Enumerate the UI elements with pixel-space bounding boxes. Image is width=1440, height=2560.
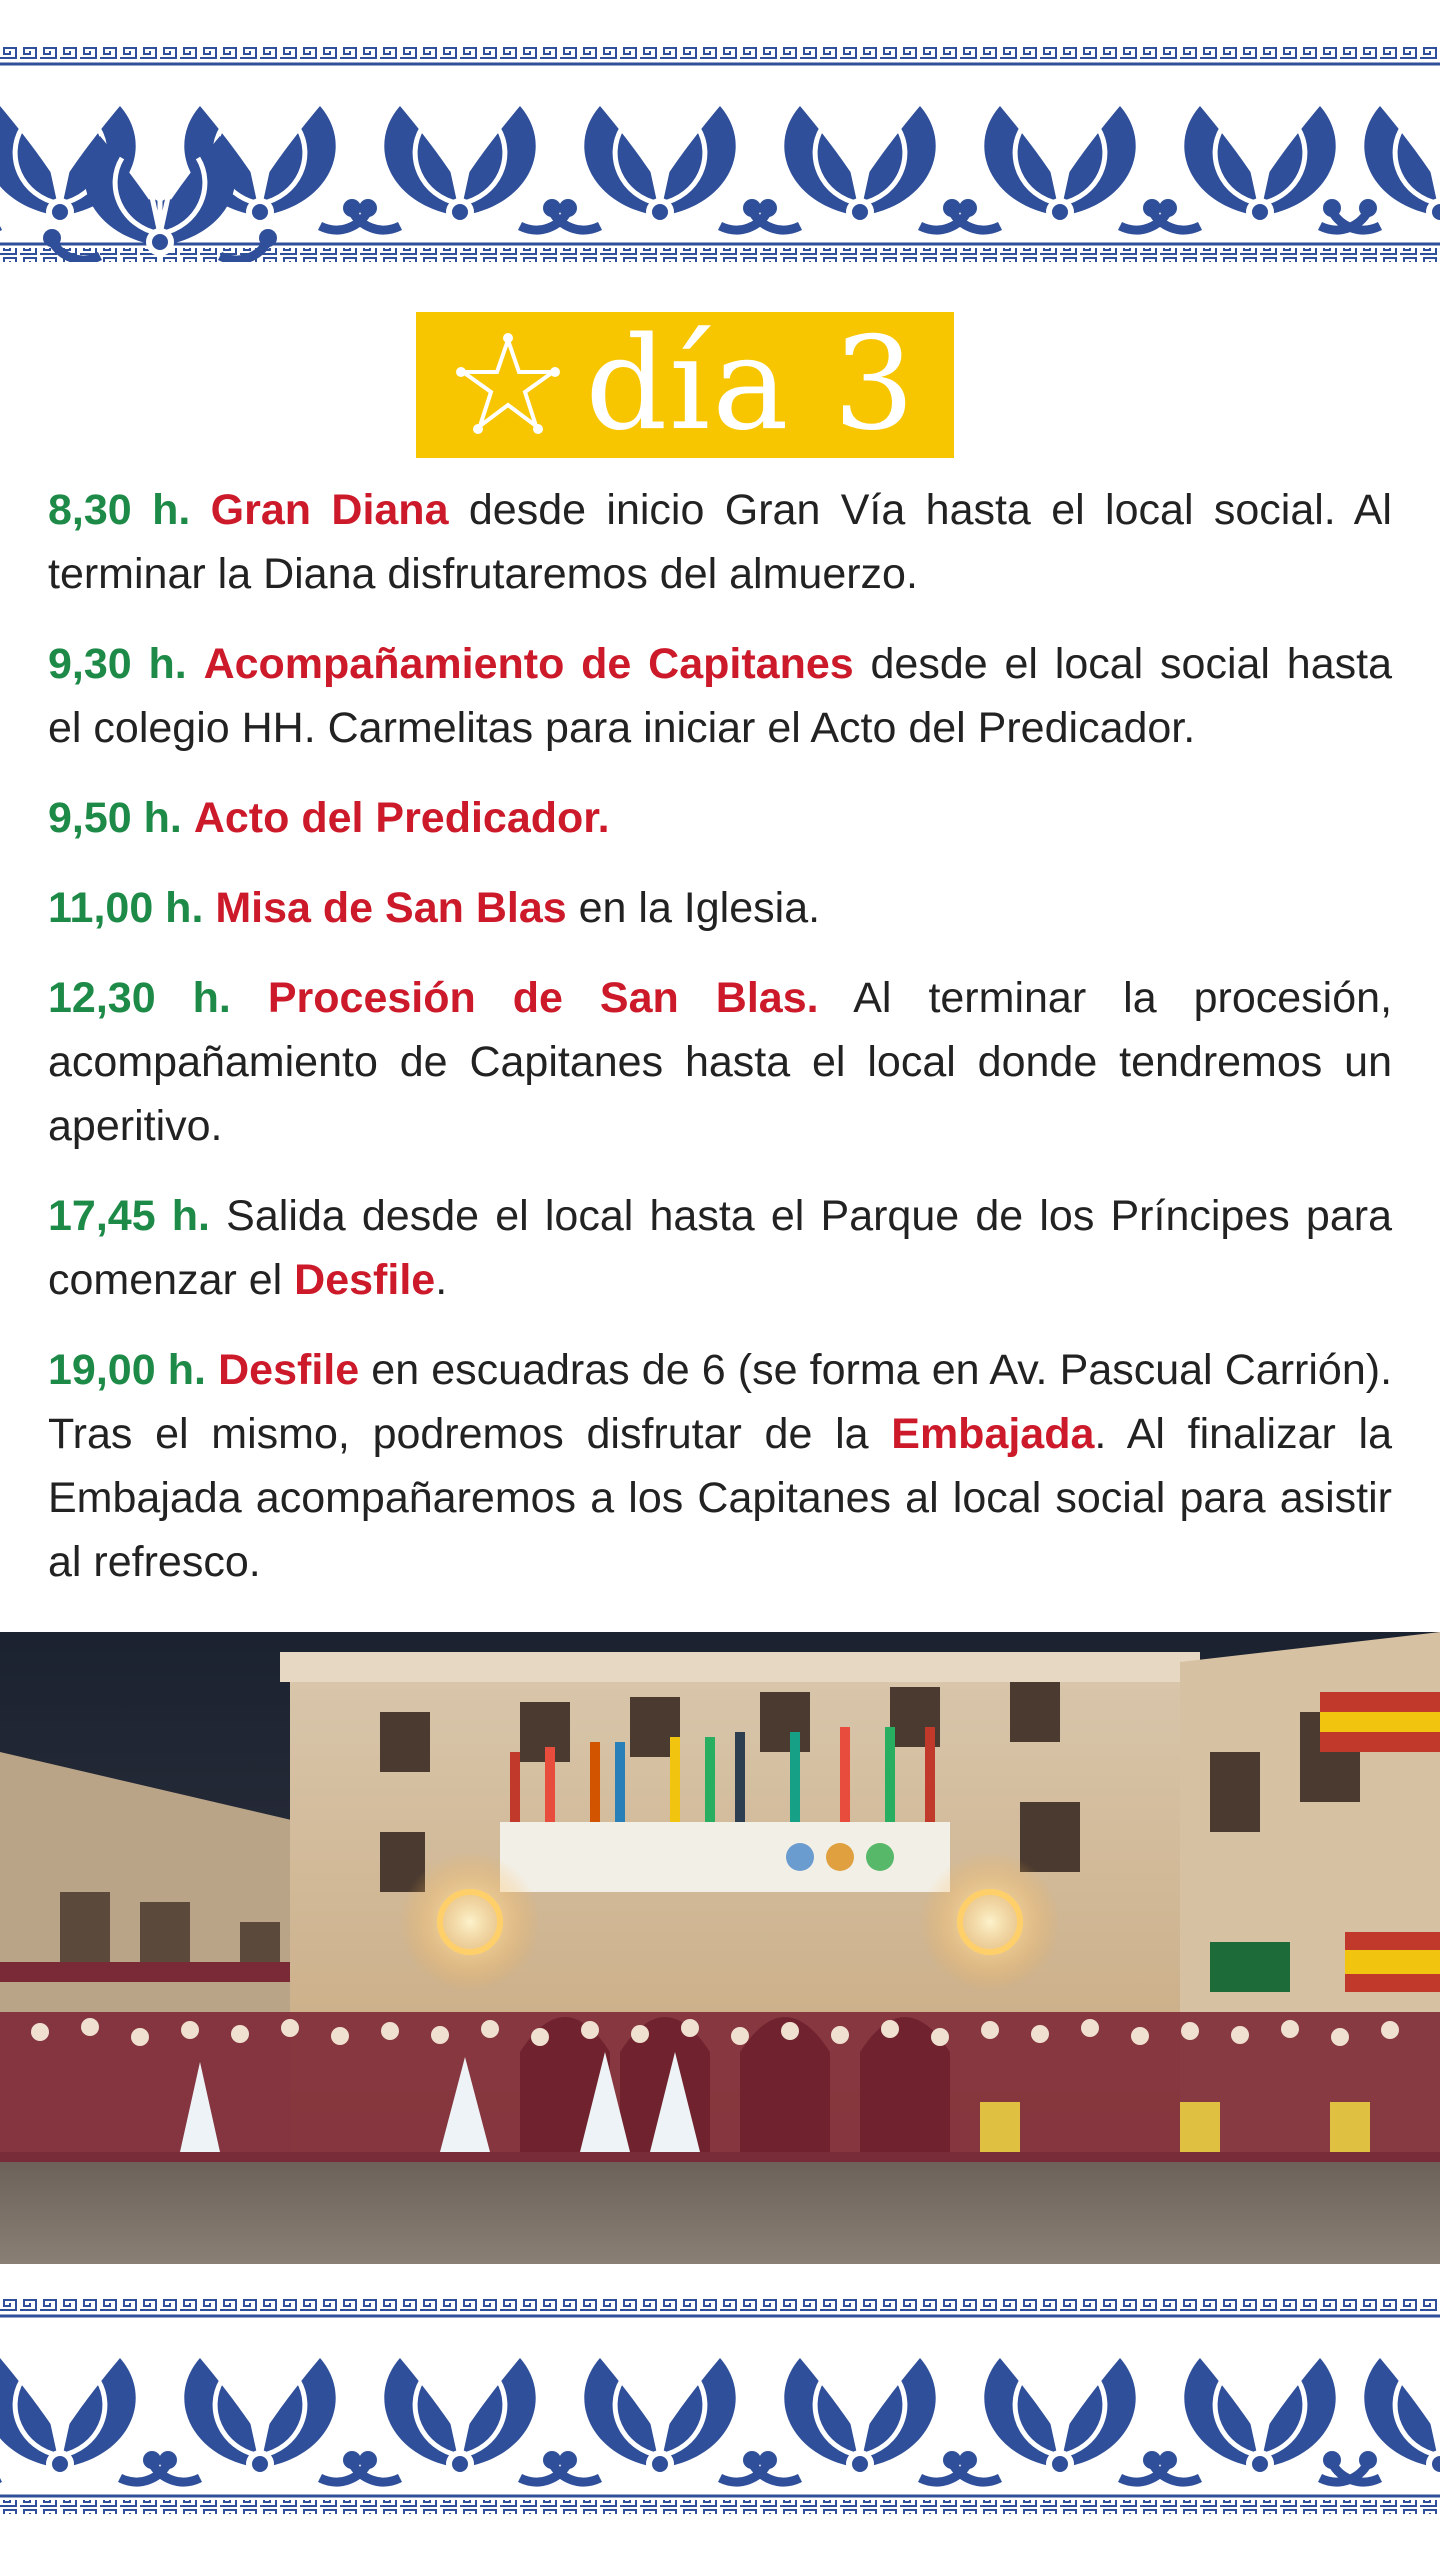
page-title: día 3 (585, 310, 917, 459)
entry-time: 9,30 h. (48, 640, 187, 688)
entry-event: Acto del Predicador. (193, 794, 610, 842)
program-entry (48, 966, 1392, 1158)
program-entry (48, 1184, 1392, 1312)
entry-text: desde inicio Gran Vía hasta el local social. Al terminar la Diana disfrutaremos del almuerzo. (48, 486, 1392, 598)
entry-time: 19,00 h. (48, 1346, 206, 1394)
star-icon (453, 330, 563, 440)
entry-time: 12,30 h. (48, 974, 231, 1022)
entry-text: desde el local social hasta el colegio HH. Carmelitas para iniciar el Acto del Predicador. (48, 640, 1392, 752)
entry-text: en la Iglesia. (566, 884, 821, 932)
program-entry (48, 876, 1392, 940)
entry-event: Misa de San Blas (215, 884, 567, 932)
top-decorative-border (0, 46, 1440, 262)
program-list (48, 478, 1392, 1620)
program-entry (48, 632, 1392, 760)
entry-text: Al terminar la procesión, acompañamiento de Capitanes hasta el local donde tendremos un aperitivo. (48, 974, 1393, 1150)
ornament-pattern (0, 46, 1440, 262)
entry-time: 9,50 h. (48, 794, 182, 842)
entry-time: 8,30 h. (48, 486, 191, 534)
entry-text: Salida desde el local hasta el Parque de los Príncipes para comenzar el (48, 1192, 1392, 1304)
entry-time: 11,00 h. (48, 884, 204, 932)
entry-text: . Al finalizar la Embajada acompañaremos a los Capitanes al local social para asistir al refresco. (48, 1410, 1392, 1586)
entry-event: Desfile (294, 1256, 436, 1304)
town-hall-photo (0, 1632, 1440, 2264)
entry-event: Desfile (218, 1346, 360, 1394)
program-entry (48, 1338, 1392, 1594)
program-entry (48, 786, 1392, 850)
day-title-banner (416, 312, 954, 458)
entry-text: en escuadras de 6 (se forma en Av. Pascual Carrión). Tras el mismo, podremos disfrutar de la (48, 1346, 1393, 1458)
entry-text: . (435, 1256, 448, 1304)
ornament-pattern (0, 2298, 1440, 2514)
entry-event: Acompañamiento de Capitanes (203, 640, 854, 688)
entry-event: Gran Diana (210, 486, 449, 534)
entry-event: Embajada (891, 1410, 1095, 1458)
entry-time: 17,45 h. (48, 1192, 210, 1240)
bottom-decorative-border (0, 2298, 1440, 2514)
town-hall-illustration (0, 1632, 1440, 2264)
entry-event: Procesión de San Blas. (267, 974, 819, 1022)
program-entry (48, 478, 1392, 606)
